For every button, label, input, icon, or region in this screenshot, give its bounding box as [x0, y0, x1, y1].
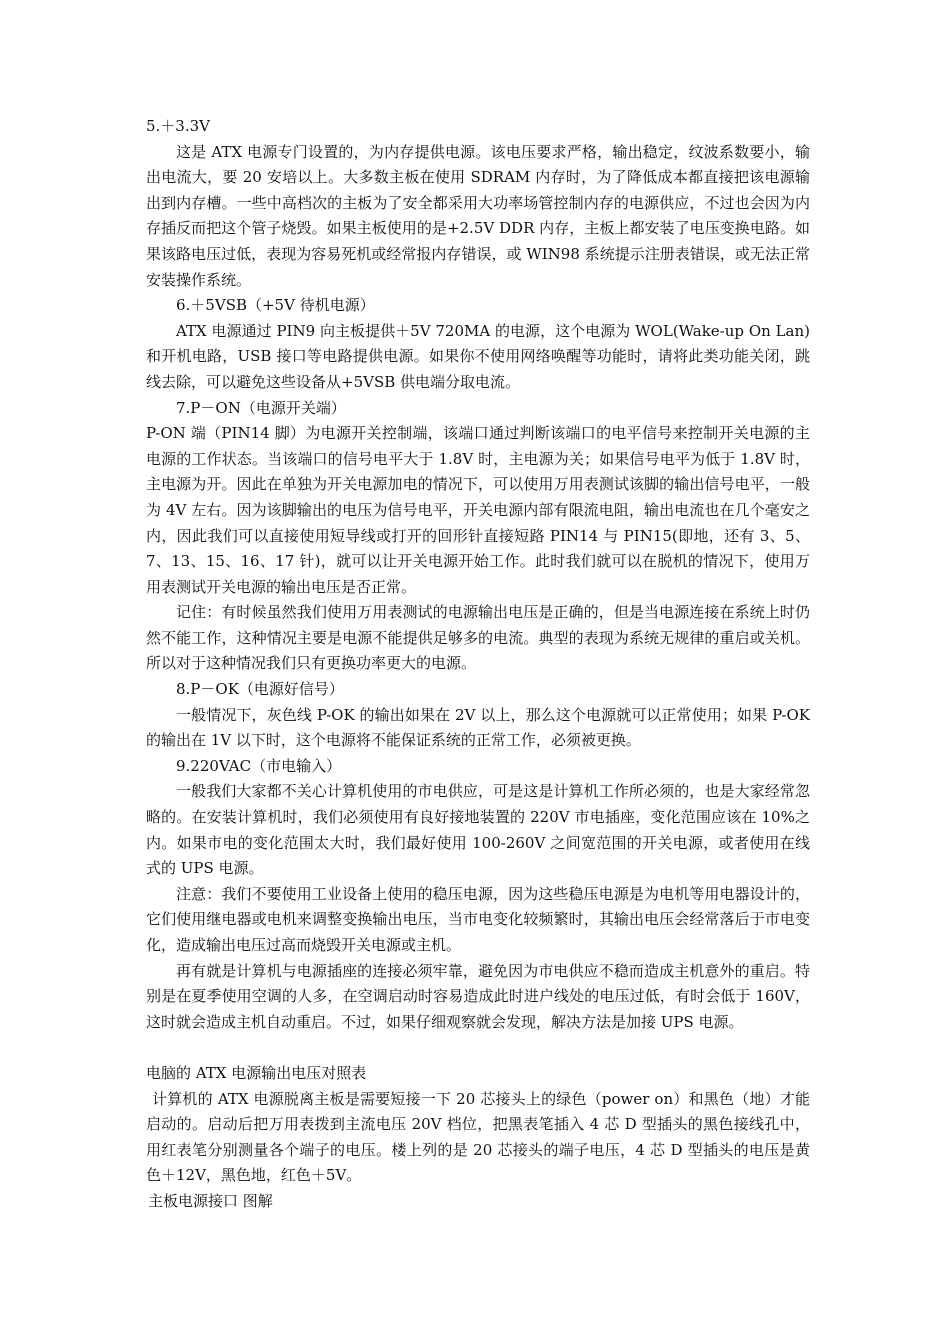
section-9-body: 一般我们大家都不关心计算机使用的市电供应，可是这是计算机工作所必须的，也是大家经常忽略的。在安装计算机时，我们必须使用有良好接地装置的 220V 市电插座，变化范围应该在 10%之内。如果市电的变化范围太大时，我们最好使用 100-260V 之间宽范围的开关电源，或者使用在线式的 UPS 电源。: [146, 782, 810, 878]
section-9-title: 9.220VAC（市电输入）: [176, 756, 342, 775]
section-8-title: 8.P－OK（电源好信号）: [176, 680, 344, 699]
spacer: [146, 1035, 810, 1061]
section-7-body: P-ON 端（PIN14 脚）为电源开关控制端，该端口通过判断该端口的电平信号来控制开关电源的主电源的工作状态。当该端口的信号电平大于 1.8V 时，主电源为关；如果信号电平为低于 1.8V 时，主电源为开。因此在单独为开关电源加电的情况下，可以使用万用表测试该脚的输出信号电平，一般为 4V 左右。因为该脚输出的电压为信号电平，开关电源内部有限流电阻，输出电流也在几个毫安之内，因此我们可以直接使用短导线或打开的回形针直接短路 PIN14 与 PIN15(即地，还有 3、5、7、13、15、16、17 针)，就可以让开关电源开始工作。此时我们就可以在脱机的情况下，使用万用表测试开关电源的输出电压是否正常。: [146, 424, 810, 596]
section-5-body: 这是 ATX 电源专门设置的，为内存提供电源。该电压要求严格，输出稳定，纹波系数要小，输出电流大，要 20 安培以上。大多数主板在使用 SDRAM 内存时，为了降低成本都直接把该电源输出到内存槽。一些中高档次的主板为了安全都采用大功率场管控制内存的电源供应，不过也会因为内存插反而把这个管子烧毁。如果主板使用的是+2.5V DDR 内存，主板上都安装了电压变换电路。如果该路电压过低，表现为容易死机或经常报内存错误，或 WIN98 系统提示注册表错误，或无法正常安装操作系统。: [146, 142, 810, 289]
diagram-title: 主板电源接口 图解: [148, 1191, 273, 1210]
section-9-extra: 再有就是计算机与电源插座的连接必须牢靠，避免因为市电供应不稳而造成主机意外的重启。特别是在夏季使用空调的人多，在空调启动时容易造成此时进户线处的电压过低，有时会低于 160V，这时就会造成主机自动重启。不过，如果仔细观察就会发现，解决方法是加接 UPS 电源。: [146, 961, 810, 1031]
table-title: 电脑的 ATX 电源输出电压对照表: [146, 1063, 367, 1082]
section-5-title: 5.＋3.3V: [146, 117, 210, 135]
section-6-title: 6.＋5VSB（+5V 待机电源）: [176, 296, 375, 315]
document-page: [146, 114, 810, 1215]
section-9-note: 注意：我们不要使用工业设备上使用的稳压电源，因为这些稳压电源是为电机等用电器设计的，它们使用继电器或电机来调整变换输出电压，当市电变化较频繁时，其输出电压会经常落后于市电变化，造成输出电压过高而烧毁开关电源或主机。: [146, 884, 810, 954]
section-6-body: ATX 电源通过 PIN9 向主板提供＋5V 720MA 的电源，这个电源为 WOL(Wake-up On Lan) 和开机电路，USB 接口等电路提供电源。如果你不使用网络唤醒等功能时，请将此类功能关闭，跳线去除，可以避免这些设备从+5VSB 供电端分取电流。: [146, 321, 810, 391]
section-7-note: 记住：有时候虽然我们使用万用表测试的电源输出电压是正确的，但是当电源连接在系统上时仍然不能工作，这种情况主要是电源不能提供足够多的电流。典型的表现为系统无规律的重启或关机。所以对于这种情况我们只有更换功率更大的电源。: [146, 603, 810, 673]
section-8-body: 一般情况下，灰色线 P-OK 的输出如果在 2V 以上，那么这个电源就可以正常使用；如果 P-OK 的输出在 1V 以下时，这个电源将不能保证系统的正常工作，必须被更换。: [146, 705, 810, 750]
table-body: 计算机的 ATX 电源脱离主板是需要短接一下 20 芯接头上的绿色（power on）和黑色（地）才能启动的。启动后把万用表拨到主流电压 20V 档位，把黑表笔插入 4 芯 D 型插头的黑色接线孔中，用红表笔分别测量各个端子的电压。楼上列的是 20 芯接头的端子电压，4 芯 D 型插头的电压是黄色＋12V，黑色地，红色＋5V。: [146, 1089, 810, 1185]
section-7-title: 7.P－ON（电源开关端）: [176, 398, 346, 417]
